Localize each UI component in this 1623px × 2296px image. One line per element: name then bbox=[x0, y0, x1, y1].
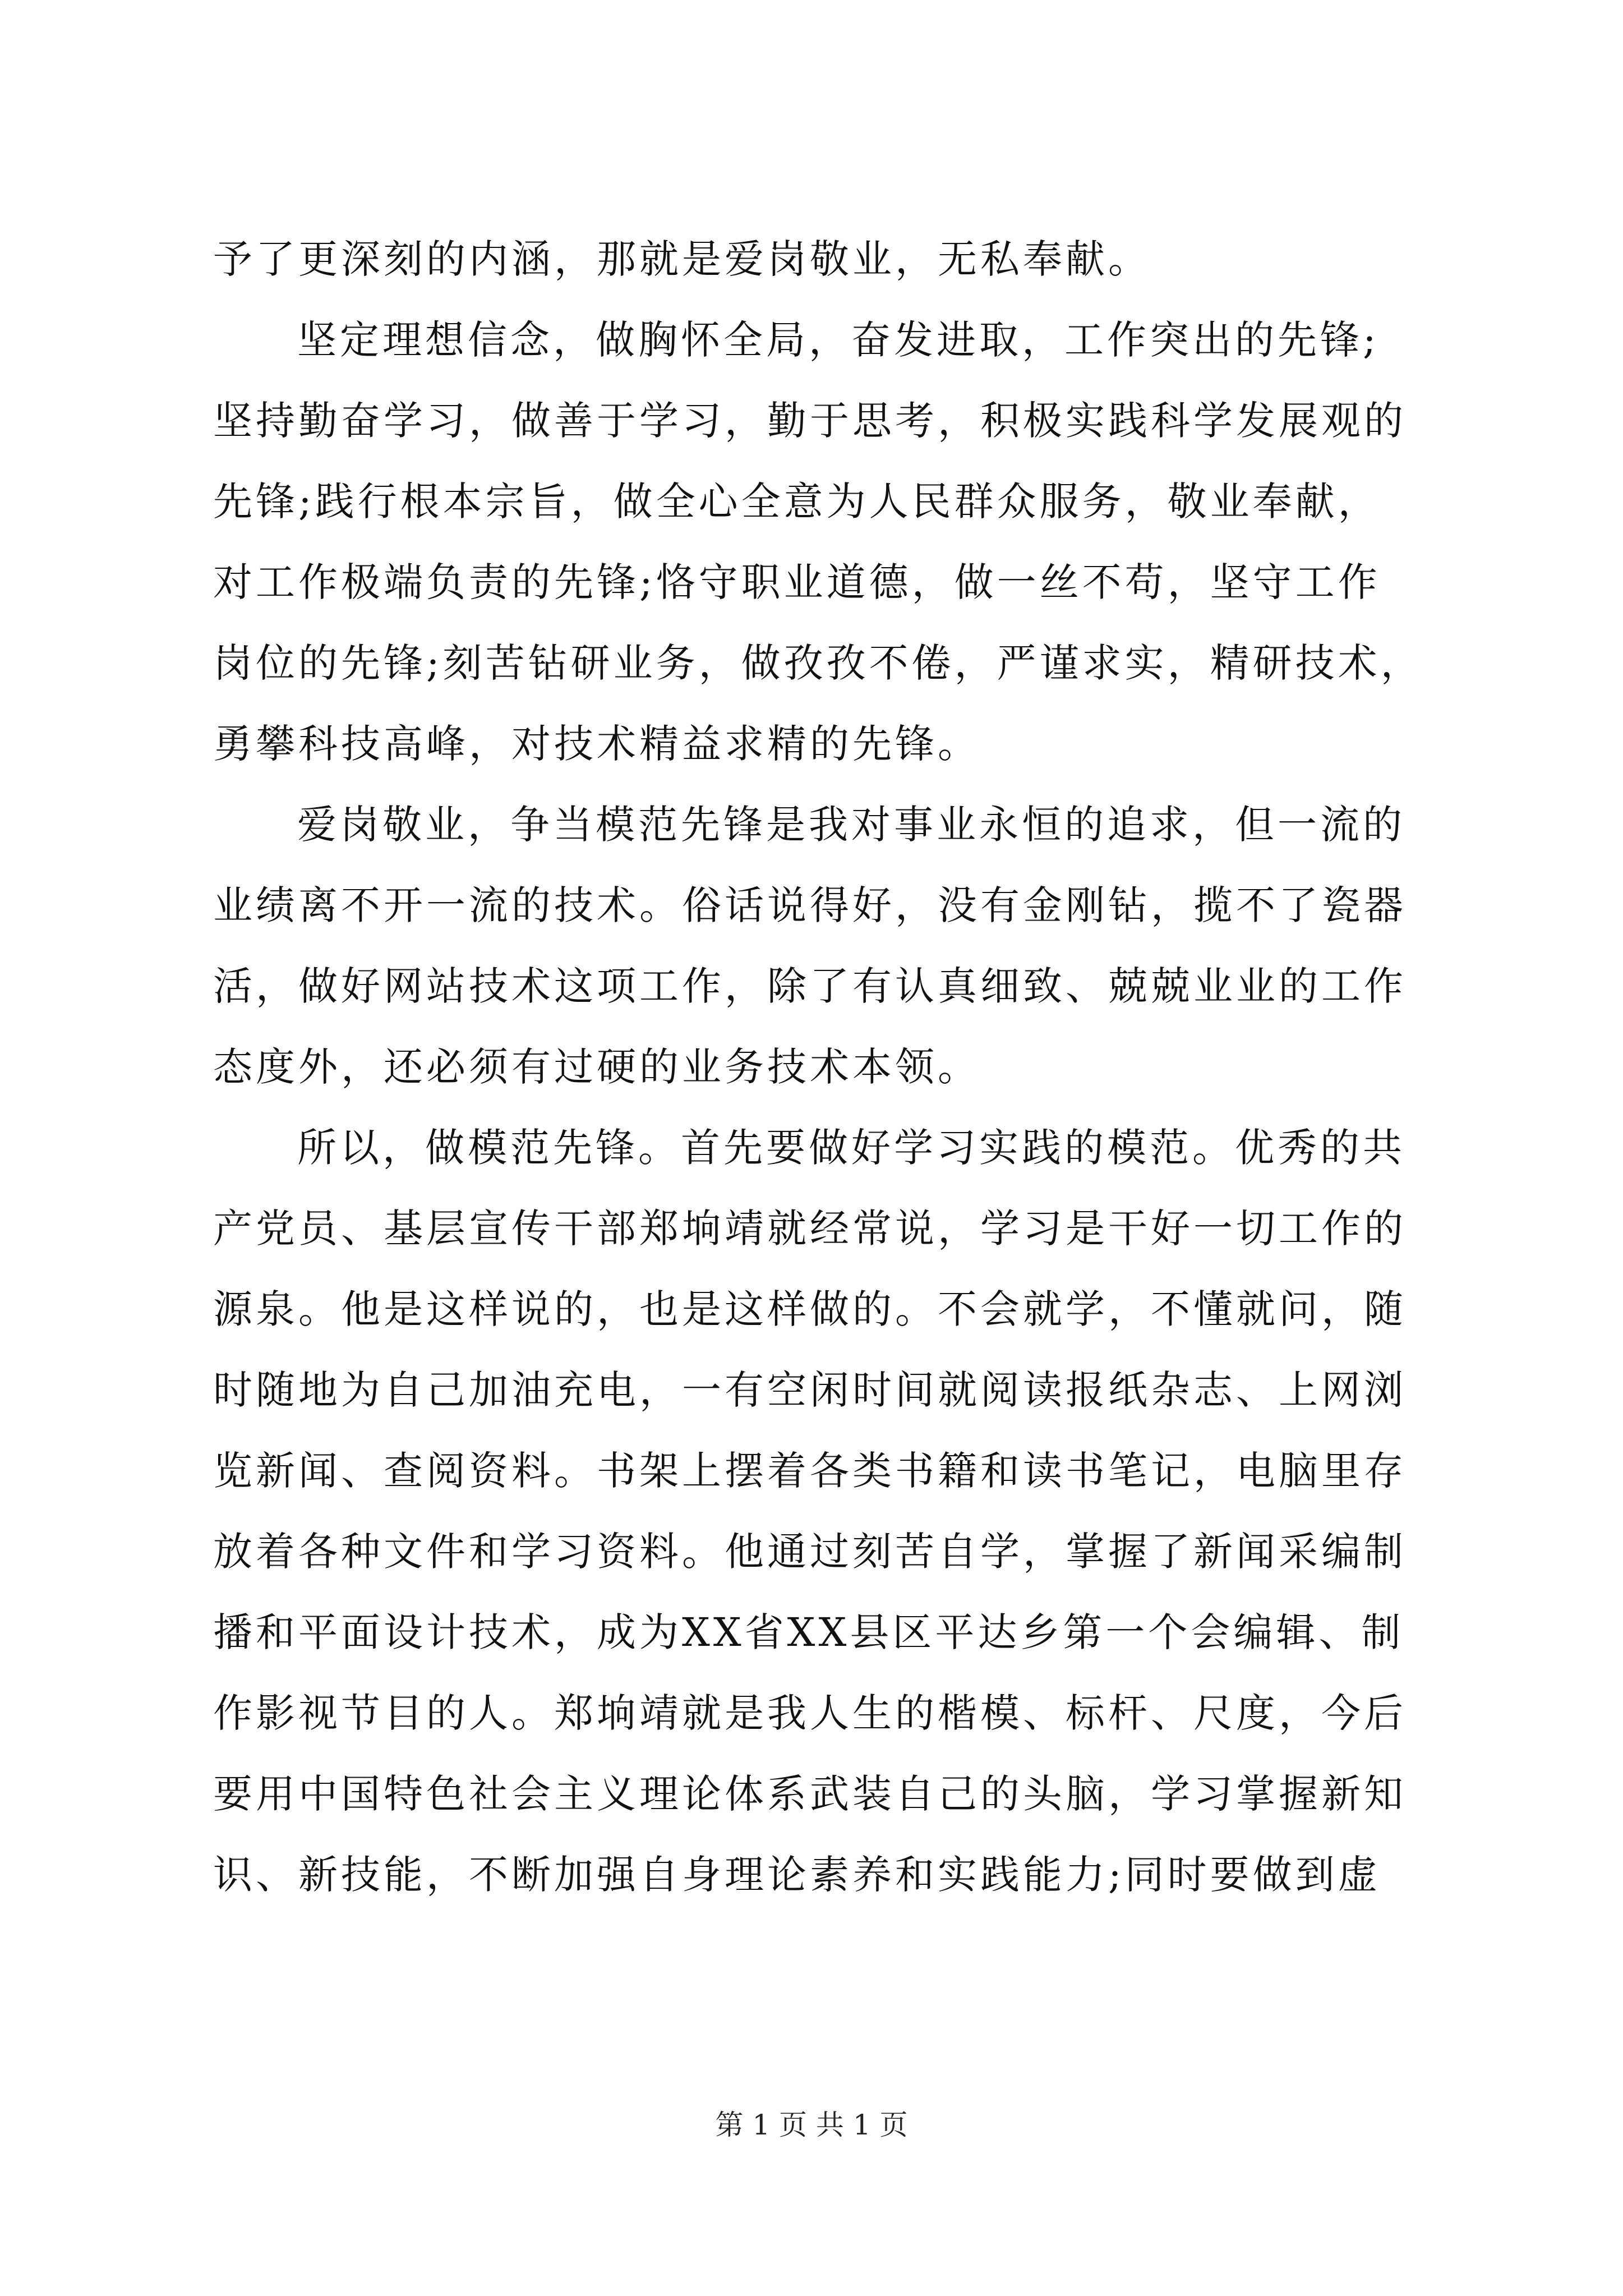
text-line: 对工作极端负责的先锋;恪守职业道德，做一丝不苟，坚守工作 bbox=[213, 559, 1381, 605]
text-line: 识、新技能，不断加强自身理论素养和实践能力;同时要做到虚 bbox=[213, 1852, 1381, 1898]
text-line: 时随地为自己加油充电，一有空闲时间就阅读报纸杂志、上网浏 bbox=[213, 1367, 1407, 1413]
text-line: 放着各种文件和学习资料。他通过刻苦自学，掌握了新闻采编制 bbox=[213, 1529, 1407, 1575]
paragraph-start-line: 坚定理想信念，做胸怀全局，奋发进取，工作突出的先锋; bbox=[297, 317, 1380, 363]
text-line: 岗位的先锋;刻苦钻研业务，做孜孜不倦，严谨求实，精研技术， bbox=[213, 640, 1423, 686]
document-body bbox=[213, 219, 1423, 1915]
page-number-label: 第 1 页 共 1 页 bbox=[715, 2109, 908, 2141]
text-line: 予了更深刻的内涵，那就是爱岗敬业，无私奉献。 bbox=[213, 236, 1151, 282]
text-line: 坚持勤奋学习，做善于学习，勤于思考，积极实践科学发展观的 bbox=[213, 398, 1407, 444]
paragraph-start-line: 所以，做模范先锋。首先要做好学习实践的模范。优秀的共 bbox=[297, 1125, 1405, 1171]
text-line: 览新闻、查阅资料。书架上摆着各类书籍和读书笔记，电脑里存 bbox=[213, 1448, 1407, 1494]
text-line: 作影视节目的人。郑垧靖就是我人生的楷模、标杆、尺度，今后 bbox=[213, 1690, 1407, 1736]
text-line: 播和平面设计技术，成为XX省XX县区平达乡第一个会编辑、制 bbox=[213, 1609, 1404, 1655]
text-line: 先锋;践行根本宗旨，做全心全意为人民群众服务，敬业奉献， bbox=[213, 478, 1381, 524]
page-footer bbox=[0, 2102, 1623, 2143]
text-line: 活，做好网站技术这项工作，除了有认真细致、兢兢业业的工作 bbox=[213, 963, 1407, 1009]
paragraph-start-line: 爱岗敬业，争当模范先锋是我对事业永恒的追求，但一流的 bbox=[297, 802, 1405, 848]
text-line: 勇攀科技高峰，对技术精益求精的先锋。 bbox=[213, 721, 980, 767]
text-line: 要用中国特色社会主义理论体系武装自己的头脑，学习掌握新知 bbox=[213, 1771, 1407, 1817]
text-line: 业绩离不开一流的技术。俗话说得好，没有金刚钻，揽不了瓷器 bbox=[213, 882, 1407, 928]
text-line: 源泉。他是这样说的，也是这样做的。不会就学，不懂就问，随 bbox=[213, 1286, 1407, 1332]
text-line: 态度外，还必须有过硬的业务技术本领。 bbox=[213, 1044, 980, 1090]
text-line: 产党员、基层宣传干部郑垧靖就经常说，学习是干好一切工作的 bbox=[213, 1205, 1407, 1251]
